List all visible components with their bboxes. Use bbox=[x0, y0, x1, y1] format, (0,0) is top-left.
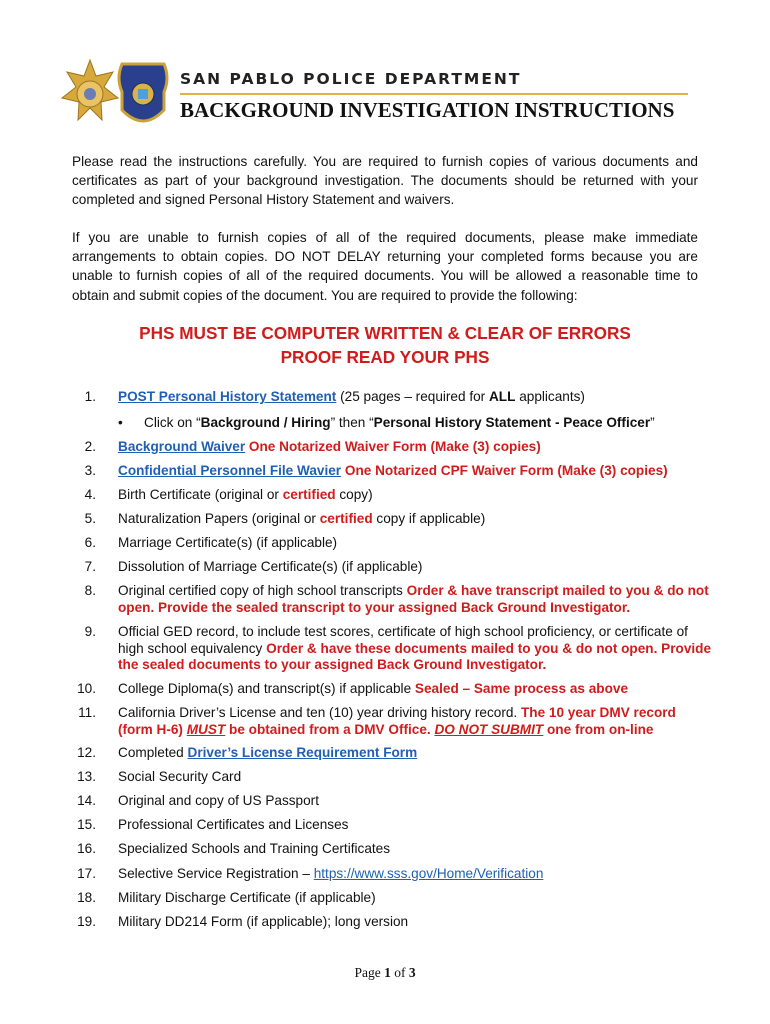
background-waiver-link[interactable]: Background Waiver bbox=[118, 439, 246, 454]
page-footer: Page 1 of 3 bbox=[354, 965, 416, 980]
department-logos bbox=[60, 58, 172, 134]
cpf-waiver-link[interactable]: Confidential Personnel File Wavier bbox=[118, 463, 342, 478]
intro-paragraph-2: If you are unable to furnish copies of all of the required documents, please make immediate arrangements to obtain copies. DO NOT DELAY returning your completed forms because you are unable to furnish copies of all of the required documents. You will be allowed a reasonable time to obtain and submit copies of the document. You are required to provide the following: bbox=[72, 230, 698, 303]
intro-paragraph-1: Please read the instructions carefully. You are required to furnish copies of various documents and certificates as part of your background investigation. The documents should be returned with your completed and signed Personal History Statement and waivers. bbox=[72, 154, 698, 208]
warning-line-2: PROOF READ YOUR PHS bbox=[280, 347, 490, 367]
item-number: 1. bbox=[84, 389, 96, 404]
sss-verification-link[interactable]: https://www.sss.gov/Home/Verification bbox=[313, 866, 544, 881]
drivers-license-form-link[interactable]: Driver’s License Requirement Form bbox=[187, 745, 418, 760]
patch-icon bbox=[119, 64, 167, 121]
page-title: BACKGROUND INVESTIGATION INSTRUCTIONS bbox=[180, 98, 675, 122]
bullet-icon: • bbox=[118, 415, 123, 430]
warning-line-1: PHS MUST BE COMPUTER WRITTEN & CLEAR OF ERRORS bbox=[139, 323, 631, 343]
star-badge-icon bbox=[62, 60, 118, 120]
post-phs-link[interactable]: POST Personal History Statement bbox=[118, 389, 337, 404]
department-name: SAN PABLO POLICE DEPARTMENT bbox=[180, 70, 522, 88]
header-divider bbox=[180, 93, 688, 95]
